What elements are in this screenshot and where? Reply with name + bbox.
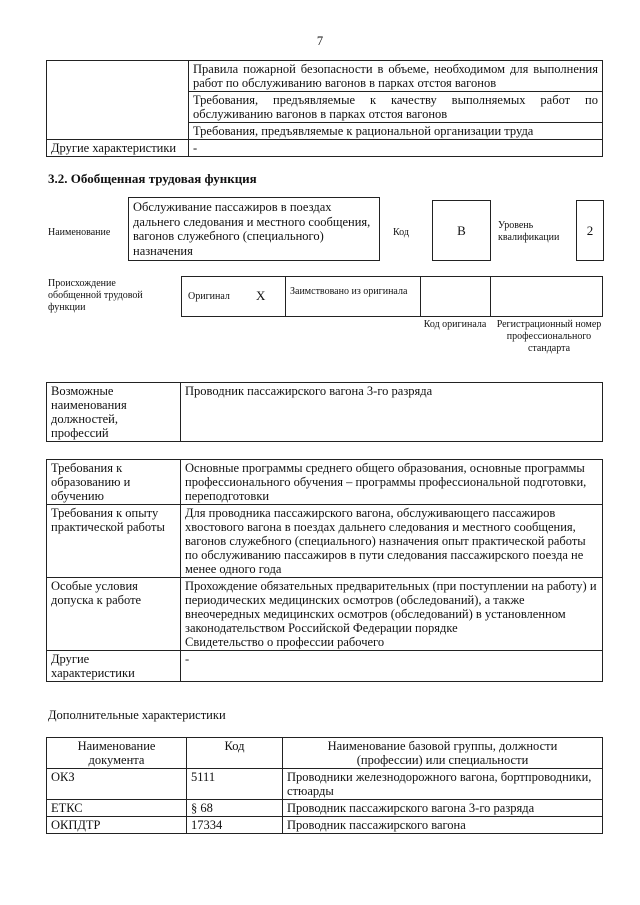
row-group: Проводник пассажирского вагона [283, 817, 603, 834]
positions-value: Проводник пассажирского вагона 3-го разряда [181, 383, 603, 442]
code-box [432, 200, 491, 261]
top-table-row: Требования, предъявляемые к рациональной организации труда [189, 123, 603, 140]
top-table [46, 60, 603, 157]
top-table-row: Правила пожарной безопасности в объеме, необходимом для выполнения работ по обслуживанию вагонов в парках отстоя вагонов [189, 61, 603, 92]
education-label: Требования к образованию и обучению [47, 460, 181, 505]
level-label: Уровень квалификации [498, 220, 560, 243]
education-value: Основные программы среднего общего образования, основные программы профессионального обучения – программы профессиональной подготовки, переподготовки [181, 460, 603, 505]
row-document: ЕТКС [47, 800, 187, 817]
header-document: Наименование документа [47, 738, 187, 769]
additional-title: Дополнительные характеристики [48, 708, 226, 722]
code-label: Код [393, 227, 409, 238]
header-code: Код [187, 738, 283, 769]
origin-label: Происхождение обобщенной трудовой функции [48, 278, 143, 313]
code-value: B [457, 223, 466, 238]
row-code: § 68 [187, 800, 283, 817]
admission-label: Особые условия допуска к работе [47, 578, 181, 651]
admission-value-text: Прохождение обязательных предварительных (при поступлении на работу) и периодических медицинских осмотров (обследований), а также внеочередных медицинских осмотров (обследований) в установленном законодательством Российской Федерации порядке [185, 579, 597, 635]
reg-caption: Регистрационный номер профессионального стандарта [496, 319, 602, 354]
row-group: Проводники железнодорожного вагона, бортпроводники, стюарды [283, 769, 603, 800]
origin-box [181, 276, 603, 317]
original-label: Оригинал [188, 291, 230, 302]
level-box [576, 200, 604, 261]
row-code: 17334 [187, 817, 283, 834]
experience-label: Требования к опыту практической работы [47, 505, 181, 578]
page-number: 7 [316, 34, 324, 48]
requirements-table [46, 459, 603, 682]
positions-table [46, 382, 603, 442]
positions-label: Возможные наименования должностей, профессий [47, 383, 181, 442]
experience-value: Для проводника пассажирского вагона, обслуживающего пассажиров хвостового вагона в поездах дальнего следования и местного сообщения, вагонов служебного (специального) назначения опыт практической работы по обслуживанию пассажиров в пути следования пассажирского поезда не менее одного года [181, 505, 603, 578]
row-code: 5111 [187, 769, 283, 800]
borrowed-label: Заимствовано из оригинала [290, 286, 408, 297]
additional-table [46, 737, 603, 834]
section-title: 3.2. Обобщенная трудовая функция [48, 171, 257, 186]
name-label: Наименование [48, 227, 111, 238]
top-table-row: Требования, предъявляемые к качеству выполняемых работ по обслуживанию вагонов в парках отстоя вагонов [189, 92, 603, 123]
top-table-other-value: - [189, 140, 603, 157]
row-document: ОКЗ [47, 769, 187, 800]
function-name-value: Обслуживание пассажиров в поездах дальнего следования и местного сообщения, вагонов служебного (специального) назначения [133, 200, 371, 258]
admission-value-text-2: Свидетельство о профессии рабочего [185, 635, 385, 649]
top-table-empty-cell [47, 61, 189, 140]
row-document: ОКПДТР [47, 817, 187, 834]
top-table-other-label: Другие характеристики [47, 140, 189, 157]
row-group: Проводник пассажирского вагона 3-го разряда [283, 800, 603, 817]
level-value: 2 [586, 223, 594, 238]
admission-value [181, 578, 603, 651]
original-mark: X [256, 288, 266, 303]
function-name-box [128, 197, 380, 261]
header-group: Наименование базовой группы, должности (профессии) или специальности [283, 738, 603, 769]
other-label: Другие характеристики [47, 651, 181, 682]
other-value: - [181, 651, 603, 682]
code-caption: Код оригинала [423, 319, 487, 330]
